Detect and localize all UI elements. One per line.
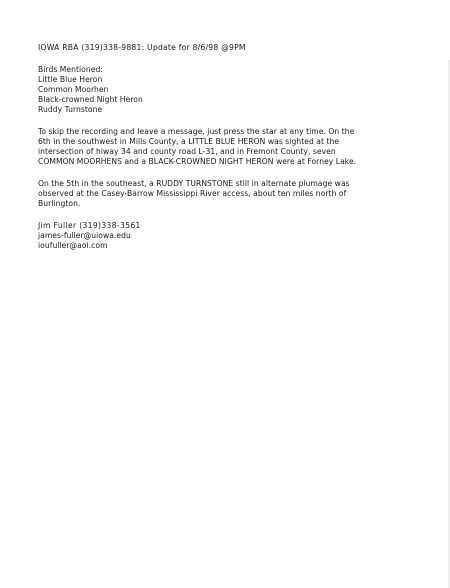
paragraph-line: To skip the recording and leave a message, just press the star at any time. On the — [38, 127, 355, 136]
bird-list-item: Little Blue Heron — [38, 75, 103, 84]
bird-list-item: Ruddy Turnstone — [38, 105, 103, 114]
paragraph-line: On the 5th in the southeast, a RUDDY TURNSTONE still in alternate plumage was — [38, 179, 350, 188]
paragraph-line: observed at the Casey-Barrow Mississippi River access, about ten miles north of — [38, 189, 347, 198]
paragraph-line: COMMON MOORHENS and a BLACK-CROWNED NIGHT HERON were at Forney Lake. — [38, 157, 357, 166]
paragraph-line: 6th in the southwest in Mills County, a LITTLE BLUE HERON was sighted at the — [38, 137, 340, 146]
birds-mentioned-section — [38, 65, 412, 115]
contact-email-aol: ioufuller@aol.com — [38, 241, 108, 250]
report-paragraph-1 — [38, 127, 412, 167]
contact-name-phone: Jim Fuller (319)338-3561 — [38, 221, 141, 230]
report-header: IOWA RBA (319)338-9881: Update for 8/6/98 @9PM — [38, 43, 246, 52]
paragraph-line: Burlington. — [38, 199, 81, 208]
bird-list — [38, 75, 412, 115]
bird-list-item: Common Moorhen — [38, 85, 109, 94]
paragraph-line: intersection of hiway 34 and county road L-31, and in Fremont County, seven — [38, 147, 336, 156]
document-content — [38, 43, 412, 251]
report-paragraph-2 — [38, 179, 412, 209]
bird-list-item: Black-crowned Night Heron — [38, 95, 143, 104]
contact-block — [38, 221, 412, 251]
contact-email-uiowa: james-fuller@uiowa.edu — [38, 231, 131, 240]
birds-heading: Birds Mentioned: — [38, 65, 103, 74]
